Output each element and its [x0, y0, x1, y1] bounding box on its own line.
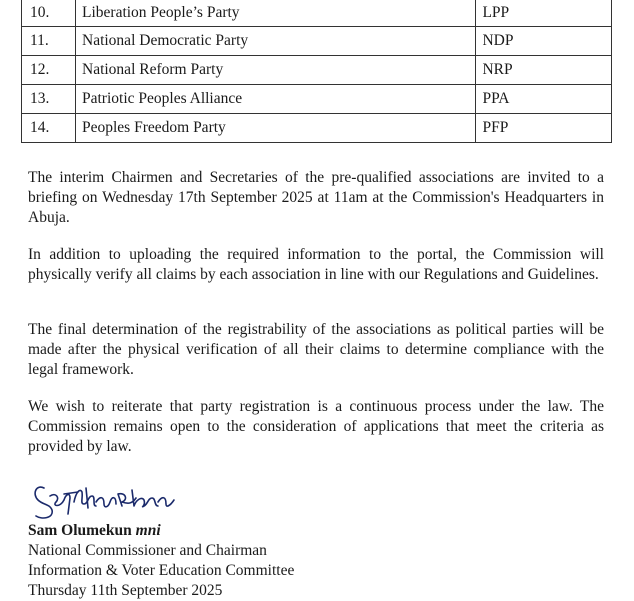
signatory-block [28, 521, 294, 601]
party-name: Patriotic Peoples Alliance [76, 85, 476, 114]
handwritten-signature [30, 474, 190, 522]
signatory-title-line1: National Commissioner and Chairman [28, 542, 267, 559]
row-number: 12. [22, 56, 76, 85]
party-abbreviation: PPA [476, 85, 612, 114]
party-name: Liberation People’s Party [76, 0, 476, 27]
table-row [22, 56, 612, 85]
briefing-paragraph: The interim Chairmen and Secretaries of the pre-qualified associations are invited to a briefing on Wednesday 17th September 2025 at 11am at the Commission's Headquarters in Abuja. [28, 169, 604, 226]
party-table [21, 0, 612, 143]
table-row [22, 114, 612, 143]
signatory-title-line2: Information & Voter Education Committee [28, 562, 295, 579]
table-row [22, 0, 612, 27]
table-row [22, 85, 612, 114]
party-name: National Democratic Party [76, 27, 476, 56]
continuous-process-paragraph: We wish to reiterate that party registration is a continuous process under the law. The Commission remains open to the consideration of applications that meet the criteria as provided by law. [28, 398, 604, 455]
signatory-name-line [28, 521, 294, 541]
determination-paragraph: The final determination of the registrability of the associations as political parties will be made after the physical verification of all their claims to determine compliance with the legal framework. [28, 321, 604, 378]
party-name: Peoples Freedom Party [76, 114, 476, 143]
row-number: 14. [22, 114, 76, 143]
verification-paragraph: In addition to uploading the required information to the portal, the Commission will physically verify all claims by each association in line with our Regulations and Guidelines. [28, 246, 604, 283]
signatory-name: Sam Olumekun [28, 522, 132, 539]
signatory-date: Thursday 11th September 2025 [28, 582, 223, 599]
row-number: 10. [22, 0, 76, 27]
party-name: National Reform Party [76, 56, 476, 85]
party-abbreviation: NRP [476, 56, 612, 85]
row-number: 13. [22, 85, 76, 114]
party-table-body [22, 0, 612, 143]
party-abbreviation: PFP [476, 114, 612, 143]
table-row [22, 27, 612, 56]
party-abbreviation: NDP [476, 27, 612, 56]
party-abbreviation: LPP [476, 0, 612, 27]
row-number: 11. [22, 27, 76, 56]
signatory-suffix: mni [135, 522, 161, 539]
